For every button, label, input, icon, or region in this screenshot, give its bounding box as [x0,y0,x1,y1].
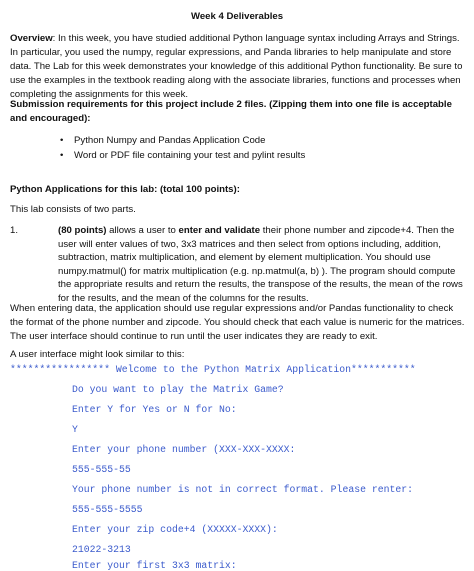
console-banner: ***************** Welcome to the Python Matrix Application*********** [10,364,416,375]
console-line: Enter your first 3x3 matrix: [72,560,237,571]
submission-bullet-list [60,133,305,163]
document-title: Week 4 Deliverables [190,11,284,22]
submission-heading: Submission requirements for this project include 2 files. (Zipping them into one file is acceptable and encouraged): [10,99,452,124]
console-line: Y [72,424,78,435]
item-1-emphasis: enter and validate [178,225,261,236]
overview-paragraph [10,32,466,102]
console-line: 555-555-5555 [72,504,143,515]
overview-label: Overview [10,33,53,44]
two-parts-text: This lab consists of two parts. [10,204,136,215]
console-line: Do you want to play the Matrix Game? [72,384,284,395]
item-1-pre: allows a user to [106,225,179,236]
entering-data-paragraph: When entering data, the application should use regular expressions and/or Pandas functionality to check the format of the phone number and zipcode. You should check that each value is numeric for the matrices. The user interface should continue to run until the user indicates they are ready to exit. [10,303,465,342]
console-line: 555-555-55 [72,464,131,475]
console-line: Enter your zip code+4 (XXXXX-XXXX): [72,524,278,535]
ui-intro-text: A user interface might look similar to this: [10,349,185,360]
console-line: Enter Y for Yes or N for No: [72,404,237,415]
bullet-item: • Python Numpy and Pandas Application Code [60,133,305,148]
console-line: Enter your phone number (XXX-XXX-XXXX: [72,444,296,455]
bullet-item: • Word or PDF file containing your test and pylint results [60,148,305,163]
item-number: 1. [10,225,19,236]
console-line: 21022-3213 [72,544,131,555]
item-1-points: (80 points) [58,225,107,236]
applications-heading: Python Applications for this lab: (total 100 points): [10,184,240,195]
item-1-rest: their phone number and zipcode+4. Then the user will enter values of two, 3x3 matrices and then select from options including, addition, subtraction, matrix multiplication, and element by element multiplication. You should use numpy.matmul() for matrix multiplication (e.g. np.matmul(a, b) ). The program should compute the appropriate results and return the results, the transpose of the results, the mean of the rows for the results, and the mean of the columns for the results. [58,225,463,304]
overview-text: : In this week, you have studied additional Python language syntax including Arrays and Strings. In particular, you used the numpy, regular expressions, and Panda libraries to help manipulate and store data. The Lab for this week demonstrates your knowledge of this additional Python functionality. Be sure to use the examples in the textbook reading along with the associate libraries, functions and processes when completing the assignments for this week. [10,33,463,100]
console-line: Your phone number is not in correct format. Please renter: [72,484,413,495]
item-1-paragraph [58,224,466,306]
